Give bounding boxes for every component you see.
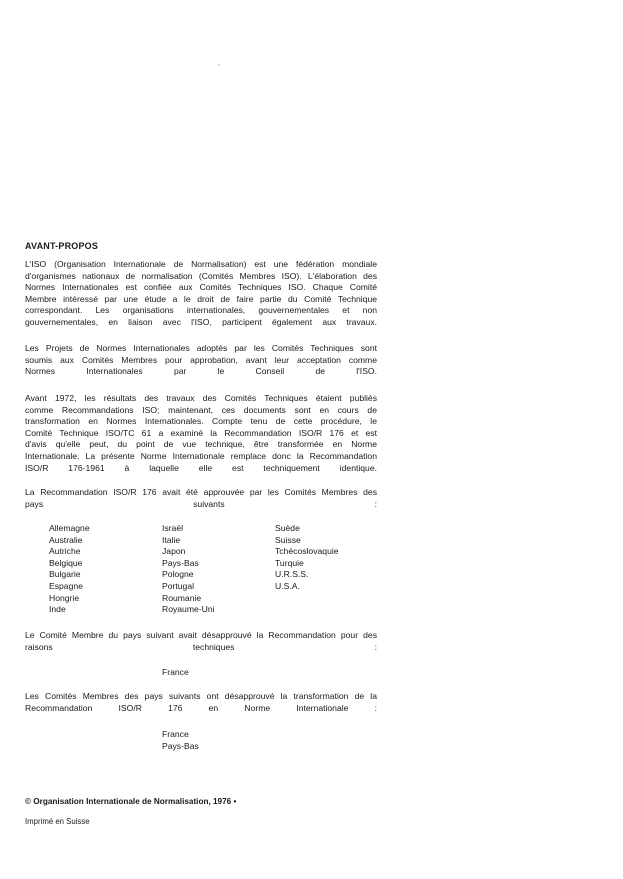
copyright-notice: © Organisation Internationale de Normalisation, 1976 • [25, 797, 237, 806]
country-item: Japon [162, 546, 186, 557]
country-item: Inde [49, 604, 66, 615]
text-line: Avant 1972, les résultats des travaux des Comités Techniques étaient publiés [25, 393, 377, 403]
paragraph-iso-intro [25, 259, 377, 329]
paragraph-approval [25, 487, 377, 510]
country-item: Israël [162, 523, 184, 533]
text-line: d'organismes nationaux de normalisation (Comités Membres ISO). L'élaboration des [25, 270, 377, 281]
country-item: Australie [49, 534, 83, 545]
countries-column-3 [275, 523, 339, 593]
text-line: gouvernementales, en liaison avec l'ISO, participent également aux travaux. [25, 316, 377, 327]
page-title: AVANT-PROPOS [25, 241, 99, 251]
text-line: correspondant. Les organisations internationales, gouvernementales et non [25, 305, 377, 316]
text-line: Les Comités Membres des pays suivants ont désapprouvé la transformation de la [25, 691, 377, 701]
country-item: Suisse [275, 534, 301, 545]
text-line: Les Projets de Normes Internationales adoptés par les Comités Techniques sont [25, 343, 377, 353]
printed-in: Imprimé en Suisse [25, 817, 90, 826]
text-line: d'avis qu'elle peut, du point de vue technique, être transformée en Norme [25, 439, 377, 450]
text-line: L'ISO (Organisation Internationale de Normalisation) est une fédération mondiale [25, 259, 377, 269]
text-line: transformation en Normes Internationales. Compte tenu de cette procédure, le [25, 416, 377, 427]
countries-column-2 [162, 523, 215, 616]
paragraph-history [25, 393, 377, 474]
text-line: raisons techniques : [25, 641, 377, 652]
paragraph-draft-standards [25, 343, 377, 378]
text-line: Membre intéressé par une étude a le droit de faire partie du Comité Technique [25, 293, 377, 304]
country-item: Portugal [162, 580, 195, 591]
country-item: Belgique [49, 557, 83, 568]
country-item: Tchécoslovaquie [275, 546, 339, 557]
text-line: Internationale. La présente Norme Internationale remplace donc la Recommandation [25, 450, 377, 461]
country-item: Royaume-Uni [162, 604, 215, 615]
country-item: Autriche [49, 546, 81, 557]
country-item: Pays-Bas [162, 557, 199, 568]
country-item: Bulgarie [49, 569, 81, 580]
text-line: comme Recommandations ISO; maintenant, ces documents sont en cours de [25, 404, 377, 415]
country-item: Hongrie [49, 592, 80, 603]
country-item: Allemagne [49, 523, 90, 533]
text-line: Normes Internationales est confiée aux Comités Techniques ISO. Chaque Comité [25, 282, 377, 293]
country-item: U.R.S.S. [275, 569, 309, 580]
country-item: Pologne [162, 569, 194, 580]
disapproving-country: France [162, 729, 189, 739]
country-item: U.S.A. [275, 580, 300, 591]
text-line: ISO/R 176-1961 à laquelle elle est techniquement identique. [25, 462, 377, 473]
disapproving-country: France [162, 667, 189, 677]
text-line: pays suivants : [25, 498, 377, 509]
scan-speck [218, 64, 220, 66]
text-line: Recommandation ISO/R 176 en Norme Internationale : [25, 702, 377, 713]
text-line: Le Comité Membre du pays suivant avait désapprouvé la Recommandation pour des [25, 630, 377, 640]
disapproving-country: Pays-Bas [162, 741, 199, 751]
country-item: Suède [275, 523, 300, 533]
paragraph-transformation-disapproval [25, 691, 377, 714]
paragraph-technical-disapproval [25, 630, 377, 653]
text-line: Normes Internationales par le Conseil de l'ISO. [25, 366, 377, 377]
country-item: Espagne [49, 580, 83, 591]
countries-column-1 [49, 523, 90, 616]
text-line: Comité Technique ISO/TC 61 a examiné la Recommandation ISO/R 176 et est [25, 427, 377, 438]
text-line: La Recommandation ISO/R 176 avait été approuvée par les Comités Membres des [25, 487, 377, 497]
country-item: Roumanie [162, 592, 202, 603]
country-item: Turquie [275, 557, 304, 568]
text-line: soumis aux Comités Membres pour approbation, avant leur acceptation comme [25, 354, 377, 365]
country-item: Italie [162, 534, 181, 545]
